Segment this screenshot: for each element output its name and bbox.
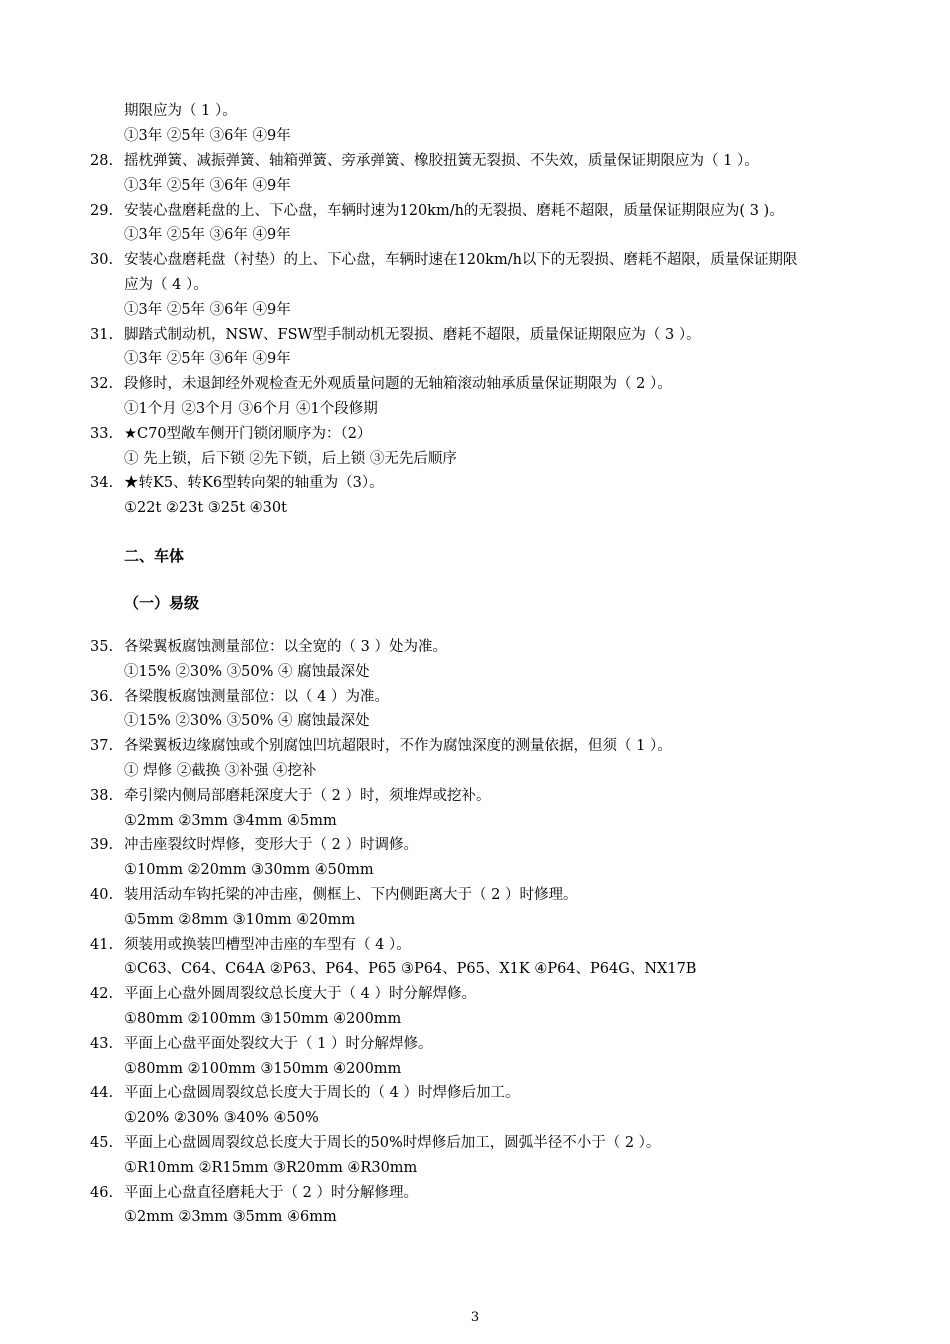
question-number: 46. — [90, 1184, 114, 1201]
question-text: ★C70型敞车侧开门锁闭顺序为：（2） — [124, 425, 372, 442]
question-options: ①C63、C64、C64A ②P63、P64、P65 ③P64、P65、X1K ④P64、P64G、NX17B — [124, 961, 697, 978]
question-text: 平面上心盘直径磨耗大于（ 2 ）时分解修理。 — [124, 1184, 418, 1201]
section-title: 二、车体 — [124, 547, 185, 565]
subsection-title: （一）易级 — [124, 594, 200, 612]
question-number: 43. — [90, 1035, 114, 1052]
question-options: ①5mm ②8mm ③10mm ④20mm — [124, 911, 356, 928]
question-text: 摇枕弹簧、减振弹簧、轴箱弹簧、旁承弹簧、橡胶扭簧无裂损、不失效，质量保证期限应为（ 1 ）。 — [124, 153, 759, 169]
question-number: 41. — [90, 936, 114, 953]
question-number: 42. — [90, 986, 114, 1003]
question-text: 平面上心盘平面处裂纹大于（ 1 ）时分解焊修。 — [124, 1035, 433, 1052]
question-options: ①22t ②23t ③25t ④30t — [124, 500, 287, 517]
continuation-text: 期限应为（ 1 ）。 — [124, 103, 237, 119]
question-options: ①15% ②30% ③50% ④ 腐蚀最深处 — [124, 663, 370, 680]
question-options: ①3年 ②5年 ③6年 ④9年 — [124, 227, 291, 244]
question-text: 安装心盘磨耗盘的上、下心盘，车辆时速为120km/h的无裂损、磨耗不超限，质量保证期限应为( 3 )。 — [124, 202, 784, 219]
question-options: ①15% ②30% ③50% ④ 腐蚀最深处 — [124, 713, 370, 730]
question-number: 33. — [90, 425, 114, 442]
question-text: 段修时，未退卸经外观检查无外观质量问题的无轴箱滚动轴承质量保证期限为（ 2 ）。 — [124, 376, 672, 393]
question-number: 31. — [90, 326, 114, 343]
question-text: 冲击座裂纹时焊修，变形大于（ 2 ）时调修。 — [124, 837, 418, 854]
question-text: 脚踏式制动机，NSW、FSW型手制动机无裂损、磨耗不超限，质量保证期限应为（ 3 ）。 — [124, 326, 701, 343]
question-number: 40. — [90, 887, 114, 903]
question-number: 39. — [90, 837, 114, 854]
question-text: 各梁翼板边缘腐蚀或个别腐蚀凹坑超限时，不作为腐蚀深度的测量依据，但须（ 1 ）。 — [124, 738, 672, 755]
question-options: ①3年 ②5年 ③6年 ④9年 — [124, 351, 291, 368]
question-number: 36. — [90, 688, 114, 705]
question-options: ①1个月 ②3个月 ③6个月 ④1个段修期 — [124, 401, 378, 417]
question-number: 45. — [90, 1135, 114, 1151]
question-text: 须装用或换装凹槽型冲击座的车型有（ 4 ）。 — [124, 936, 411, 953]
question-text: 平面上心盘外圆周裂纹总长度大于（ 4 ）时分解焊修。 — [124, 986, 476, 1003]
question-text: 应为（ 4 ）。 — [124, 277, 208, 293]
question-options: ①10mm ②20mm ③30mm ④50mm — [124, 862, 374, 879]
question-text: 牵引梁内侧局部磨耗深度大于（ 2 ）时，须堆焊或挖补。 — [124, 787, 491, 804]
question-number: 32. — [90, 376, 114, 393]
question-options: ①80mm ②100mm ③150mm ④200mm — [124, 1060, 402, 1077]
question-text: 安装心盘磨耗盘（衬垫）的上、下心盘，车辆时速在120km/h以下的无裂损、磨耗不超限，质量保证期限 — [124, 252, 798, 269]
question-options: ①2mm ②3mm ③5mm ④6mm — [124, 1209, 337, 1226]
question-number: 37. — [90, 738, 114, 755]
question-options: ①3年 ②5年 ③6年 ④9年 — [124, 301, 291, 318]
question-number: 29. — [90, 202, 114, 219]
page-number: 3 — [470, 1310, 480, 1325]
question-number: 38. — [90, 787, 114, 804]
question-text: 各梁翼板腐蚀测量部位：以全宽的（ 3 ）处为准。 — [124, 639, 447, 655]
question-options: ① 先上锁，后下锁 ②先下锁，后上锁 ③无先后顺序 — [124, 450, 457, 467]
question-number: 28. — [90, 153, 114, 169]
question-options: ①20% ②30% ③40% ④50% — [124, 1110, 319, 1127]
question-options: ①R10mm ②R15mm ③R20mm ④R30mm — [124, 1159, 418, 1176]
question-text: 装用活动车钩托梁的冲击座，侧框上、下内侧距离大于（ 2 ）时修理。 — [124, 887, 578, 903]
continuation-options: ①3年 ②5年 ③6年 ④9年 — [124, 128, 291, 144]
question-options: ① 焊修 ②截换 ③补强 ④挖补 — [124, 763, 317, 779]
question-options: ①80mm ②100mm ③150mm ④200mm — [124, 1011, 402, 1027]
question-number: 44. — [90, 1085, 114, 1102]
question-number: 30. — [90, 252, 114, 269]
question-number: 35. — [90, 639, 114, 655]
question-text: ★转K5、转K6型转向架的轴重为（3）。 — [124, 475, 384, 492]
question-options: ①2mm ②3mm ③4mm ④5mm — [124, 812, 337, 829]
question-text: 各梁腹板腐蚀测量部位：以（ 4 ）为准。 — [124, 688, 389, 705]
question-number: 34. — [90, 475, 114, 492]
question-text: 平面上心盘圆周裂纹总长度大于周长的50%时焊修后加工，圆弧半径不小于（ 2 ）。 — [124, 1135, 661, 1151]
question-options: ①3年 ②5年 ③6年 ④9年 — [124, 177, 291, 194]
question-text: 平面上心盘圆周裂纹总长度大于周长的（ 4 ）时焊修后加工。 — [124, 1085, 520, 1102]
